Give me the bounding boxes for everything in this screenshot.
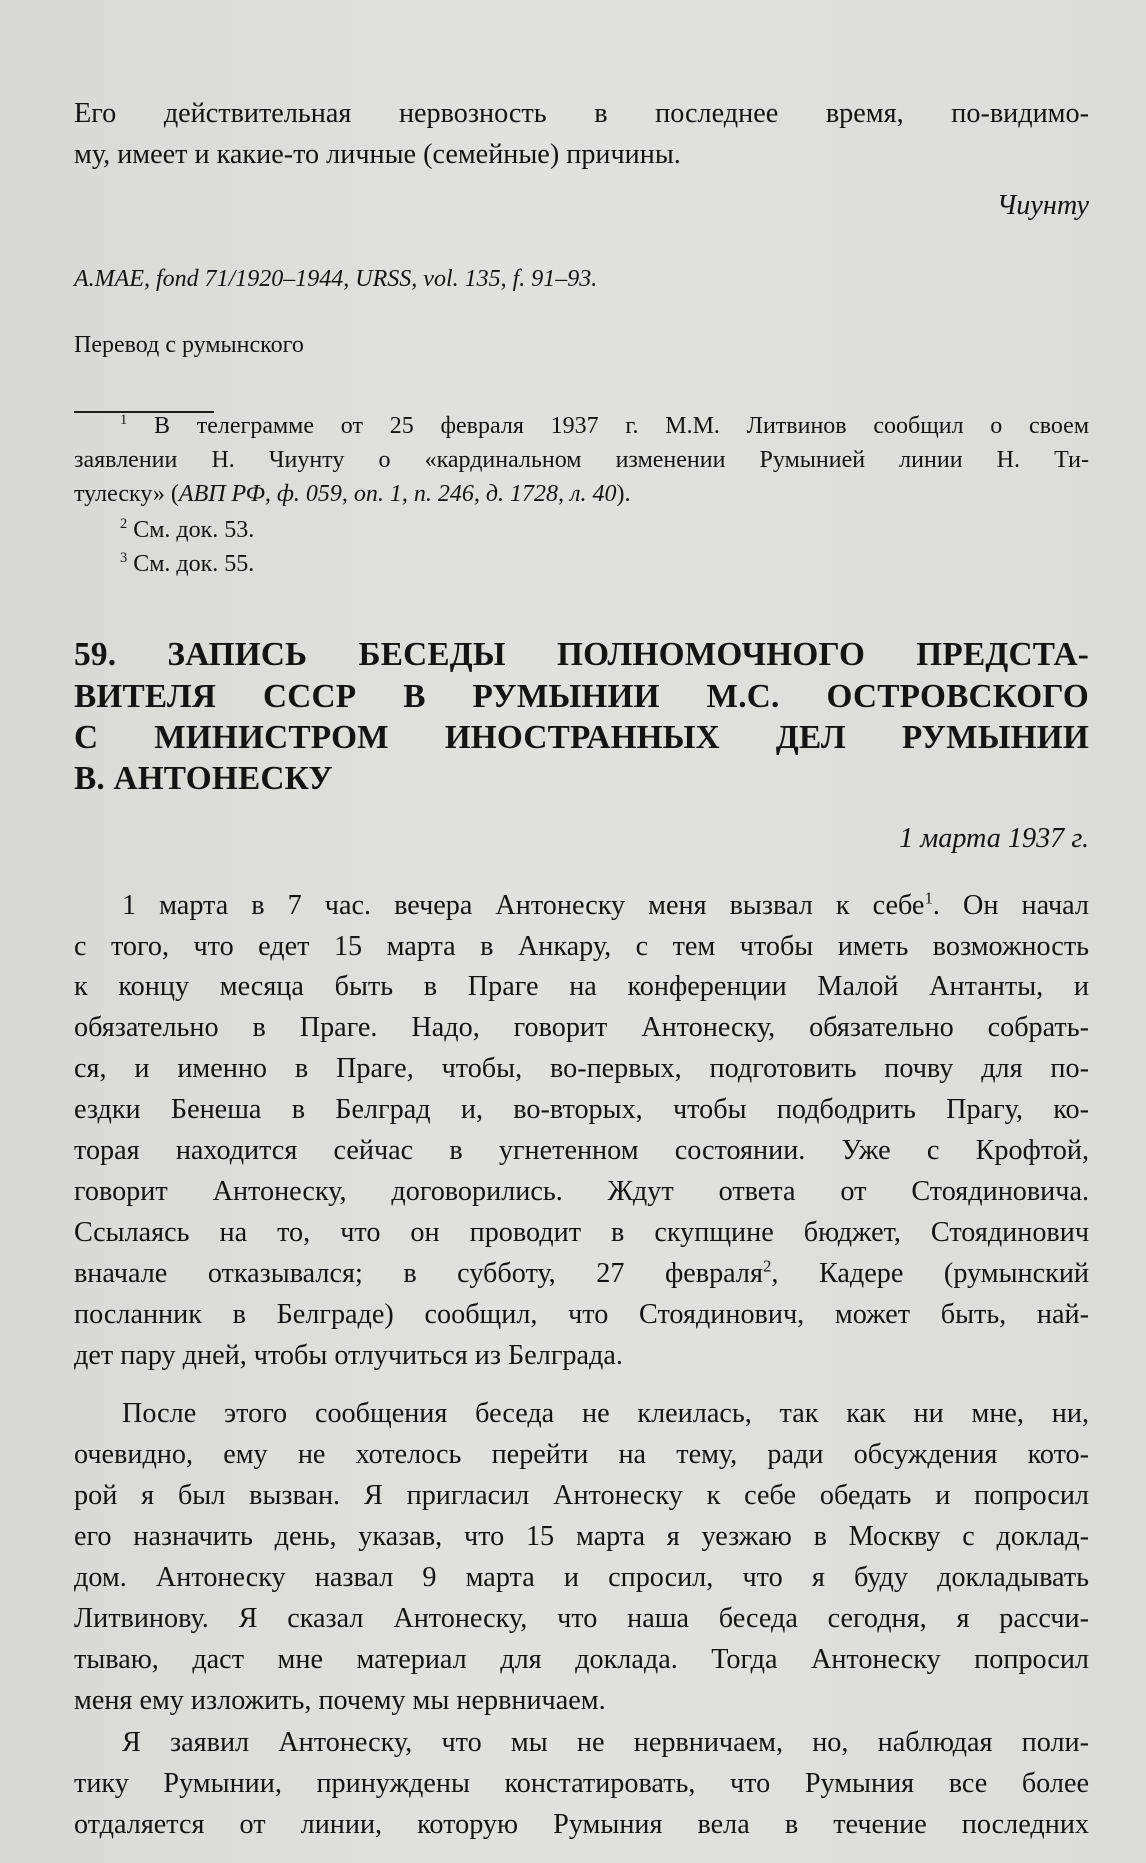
archive-source: A.MAE, fond 71/1920–1944, URSS, vol. 135, f. 91–93. — [74, 266, 598, 292]
signature: Чиунту — [996, 190, 1089, 221]
footnote-1-mark: 1 — [120, 412, 128, 428]
paragraph-1-line-8: говорит Антонеску, договорились. Ждут ответа от Стоядиновича. — [74, 1176, 1089, 1207]
footnote-ref-1: 1 — [924, 888, 933, 908]
paragraph-1-line-11: посланник в Белграде) сообщил, что Стоядинович, может быть, най- — [74, 1299, 1089, 1330]
paragraph-1-line-10: вначале отказывался; в субботу, 27 февраля$^2$, Кадере (румынский — [74, 1256, 1089, 1289]
paragraph-1-line-6: ездки Бенеша в Белград и, во-вторых, чтобы подбодрить Прагу, ко- — [74, 1094, 1089, 1125]
paragraph-3-line-3: отдаляется от линии, которую Румыния вела в течение последних — [74, 1809, 1089, 1840]
document-heading-line-2: ВИТЕЛЯ СССР В РУМЫНИИ М.С. ОСТРОВСКОГО — [74, 678, 1089, 715]
translation-note: Перевод с румынского — [74, 332, 304, 358]
paragraph-2-line-3: рой я был вызван. Я пригласил Антонеску к себе обедать и попросил — [74, 1480, 1089, 1511]
footnote-1-line-3: тулеску» (АВП РФ, ф. 059, оп. 1, п. 246, д. 1728, л. 40). — [74, 481, 631, 507]
footnote-1-line-1: $^1$ В телеграмме от 25 февраля 1937 г. М.М. Литвинов сообщил о своем — [120, 412, 1090, 439]
paragraph-1-line-7: торая находится сейчас в угнетенном состоянии. Уже с Крофтой, — [74, 1135, 1089, 1166]
footnote-3: $^3$ См. док. 55. — [120, 550, 255, 577]
paragraph-1-line-3: к концу месяца быть в Праге на конференции Малой Антанты, и — [74, 971, 1089, 1002]
paragraph-2-line-1: После этого сообщения беседа не клеилась, так как ни мне, ни, — [122, 1398, 1089, 1429]
paragraph-2-line-5: дом. Антонеску назвал 9 марта и спросил, что я буду докладывать — [74, 1562, 1089, 1593]
paragraph-2-line-4: его назначить день, указав, что 15 марта я уезжаю в Москву с доклад- — [74, 1521, 1089, 1552]
doc-end-line-2: му, имеет и какие-то личные (семейные) причины. — [74, 139, 681, 170]
paragraph-1-line-1: 1 марта в 7 час. вечера Антонеску меня вызвал к себе$^1$. Он начал — [122, 888, 1089, 921]
text-column — [74, 0, 1089, 1863]
paragraph-2-line-6: Литвинову. Я сказал Антонеску, что наша беседа сегодня, я рассчи- — [74, 1603, 1089, 1634]
paragraph-1-line-2: с того, что едет 15 марта в Анкару, с тем чтобы иметь возможность — [74, 931, 1089, 962]
footnote-3-mark: 3 — [120, 550, 128, 566]
footnote-1-line-2: заявлении Н. Чиунту о «кардинальном изменении Румынией линии Н. Ти- — [74, 447, 1089, 473]
document-date: 1 марта 1937 г. — [899, 823, 1089, 854]
paragraph-2-line-2: очевидно, ему не хотелось перейти на тему, ради обсуждения кото- — [74, 1439, 1089, 1470]
footnote-2-mark: 2 — [120, 516, 128, 532]
paragraph-1-line-5: ся, и именно в Праге, чтобы, во-первых, подготовить почву для по- — [74, 1053, 1089, 1084]
paragraph-1-line-4: обязательно в Праге. Надо, говорит Антонеску, обязательно собрать- — [74, 1012, 1089, 1043]
paragraph-3-line-2: тику Румынии, принуждены констатировать, что Румыния все более — [74, 1768, 1089, 1799]
document-heading-line-3: С МИНИСТРОМ ИНОСТРАННЫХ ДЕЛ РУМЫНИИ — [74, 719, 1089, 756]
footnote-ref-2: 2 — [762, 1256, 772, 1276]
paragraph-1-line-12: дет пару дней, чтобы отлучиться из Белграда. — [74, 1340, 623, 1371]
document-heading-line-4: В. АНТОНЕСКУ — [74, 760, 333, 797]
paragraph-1-line-9: Ссылаясь на то, что он проводит в скупщине бюджет, Стоядинович — [74, 1217, 1089, 1248]
doc-end-line-1: Его действительная нервозность в последнее время, по-видимо- — [74, 98, 1089, 129]
paragraph-2-line-7: тываю, даст мне материал для доклада. Тогда Антонеску попросил — [74, 1644, 1089, 1675]
archive-reference: АВП РФ, ф. 059, оп. 1, п. 246, д. 1728, л. 40 — [178, 481, 617, 507]
paragraph-3-line-1: Я заявил Антонеску, что мы не нервничаем, но, наблюдая поли- — [122, 1727, 1089, 1758]
document-heading-line-1: 59. ЗАПИСЬ БЕСЕДЫ ПОЛНОМОЧНОГО ПРЕДСТА- — [74, 636, 1089, 673]
paragraph-2-line-8: меня ему изложить, почему мы нервничаем. — [74, 1685, 606, 1716]
footnote-2: $^2$ См. док. 53. — [120, 516, 255, 543]
